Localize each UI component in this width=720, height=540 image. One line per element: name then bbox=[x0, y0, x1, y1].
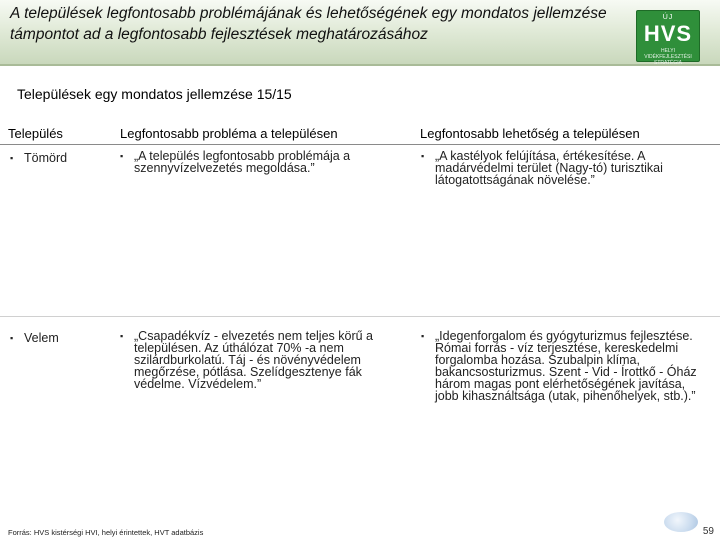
table-row-town: ▪ Velem bbox=[10, 331, 59, 345]
header-divider bbox=[0, 64, 720, 66]
table-row-problem: ▪ „A település legfontosabb problémája a szennyvízelvezetés megoldása.” bbox=[120, 149, 351, 175]
hvs-logo bbox=[636, 10, 700, 62]
column-header-problem: Legfontosabb probléma a településen bbox=[120, 126, 338, 141]
row-divider bbox=[0, 316, 720, 317]
column-header-town: Település bbox=[8, 126, 63, 141]
bullet-icon: ▪ bbox=[421, 331, 425, 341]
bullet-icon: ▪ bbox=[10, 153, 14, 163]
bullet-icon: ▪ bbox=[10, 333, 14, 343]
table-row-opportunity: ▪ „Idegenforgalom és gyógyturizmus fejlesztése. Római forrás - víz terjesztése, kereskedelmi forgalomba hozása. Szubalpin klíma, bakancsosturizmus. Szent - Vid - Írottkő - Óház három magas pont elérhetőségének javítása, jobb kihasználtsága (utak, pihenőhelyek, stb.).” bbox=[421, 329, 697, 403]
page-number: 59 bbox=[702, 526, 714, 537]
logo-main-text: HVS bbox=[643, 21, 693, 46]
header-rule bbox=[0, 144, 720, 145]
bullet-icon: ▪ bbox=[120, 151, 124, 161]
logo-top-text: ÚJ bbox=[662, 14, 674, 21]
table-row-town: ▪ Tömörd bbox=[10, 151, 68, 165]
table-title: Települések egy mondatos jellemzése 15/15 bbox=[17, 86, 292, 102]
logo-sub-text: HELYI VIDÉKFEJLESZTÉSI STRATÉGIA bbox=[644, 48, 692, 64]
column-header-opportunity: Legfontosabb lehetőség a településen bbox=[420, 126, 640, 141]
table-row-opportunity: ▪ „A kastélyok felújítása, értékesítése. A madárvédelmi terület (Nagy-tó) turisztikai látogatottságának növelése.” bbox=[421, 149, 663, 187]
bullet-icon: ▪ bbox=[120, 331, 124, 341]
table-row-problem: ▪ „Csapadékvíz - elvezetés nem teljes körű a településen. Az úthálózat 70% -a nem szilárdburkolatú. Táj - és növényvédelem megőrzése, pótlása. Szelídgesztenye fák védelme. Vízvédelem.” bbox=[120, 329, 373, 391]
globe-icon bbox=[664, 512, 698, 532]
header-band bbox=[0, 0, 720, 64]
source-note: Forrás: HVS kistérségi HVI, helyi érintettek, HVT adatbázis bbox=[8, 528, 204, 537]
bullet-icon: ▪ bbox=[421, 151, 425, 161]
slide-title: A települések legfontosabb problémájának és lehetőségének egy mondatos jellemzése támpontot ad a legfontosabb fejlesztések meghatározásához bbox=[10, 5, 607, 43]
